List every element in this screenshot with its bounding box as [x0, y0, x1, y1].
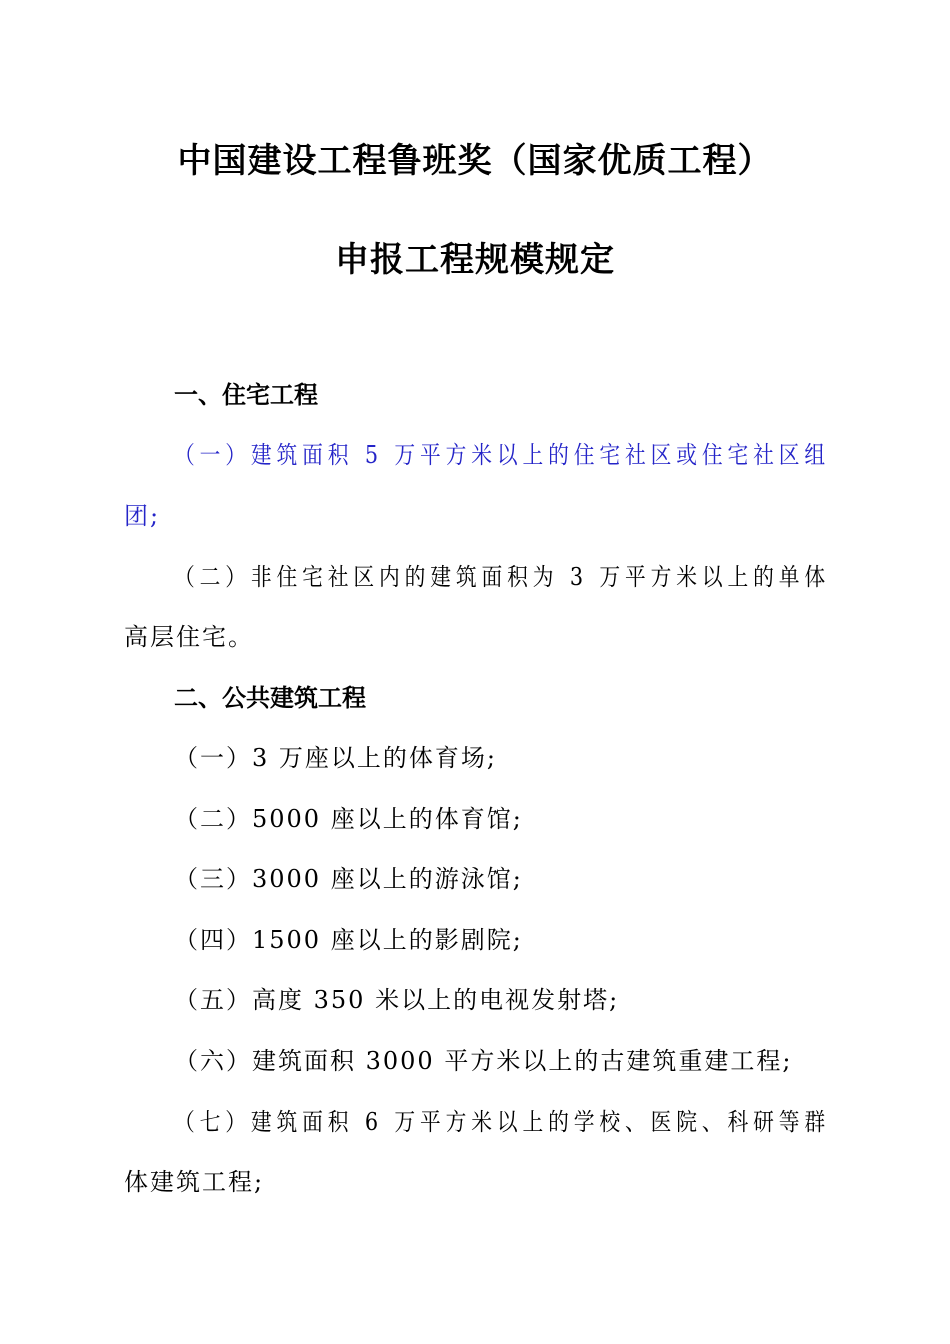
section2-item4: （四）1500 座以上的影剧院;	[174, 926, 523, 954]
section1-item1-line1: （一）建筑面积 5 万平方米以上的住宅社区或住宅社区组	[174, 441, 830, 469]
section2-item3: （三）3000 座以上的游泳馆;	[174, 865, 523, 893]
section1-item2-line1: （二）非住宅社区内的建筑面积为 3 万平方米以上的单体	[174, 563, 830, 591]
section2-item1: （一）3 万座以上的体育场;	[174, 744, 497, 772]
section1-item1-line2: 团;	[124, 502, 161, 530]
section2-item6: （六）建筑面积 3000 平方米以上的古建筑重建工程;	[174, 1047, 793, 1075]
document-title-line1: 中国建设工程鲁班奖（国家优质工程）	[177, 141, 773, 181]
section2-item7-line1: （七）建筑面积 6 万平方米以上的学校、医院、科研等群	[174, 1108, 830, 1136]
section1-item2-line2: 高层住宅。	[124, 623, 254, 651]
document-title-line2: 申报工程规模规定	[335, 240, 615, 280]
section2-item5: （五）高度 350 米以上的电视发射塔;	[174, 986, 620, 1014]
section2-heading: 二、公共建筑工程	[174, 684, 366, 712]
section2-item7-line2: 体建筑工程;	[124, 1168, 265, 1196]
section2-item2: （二）5000 座以上的体育馆;	[174, 805, 523, 833]
section1-heading: 一、住宅工程	[174, 381, 318, 409]
